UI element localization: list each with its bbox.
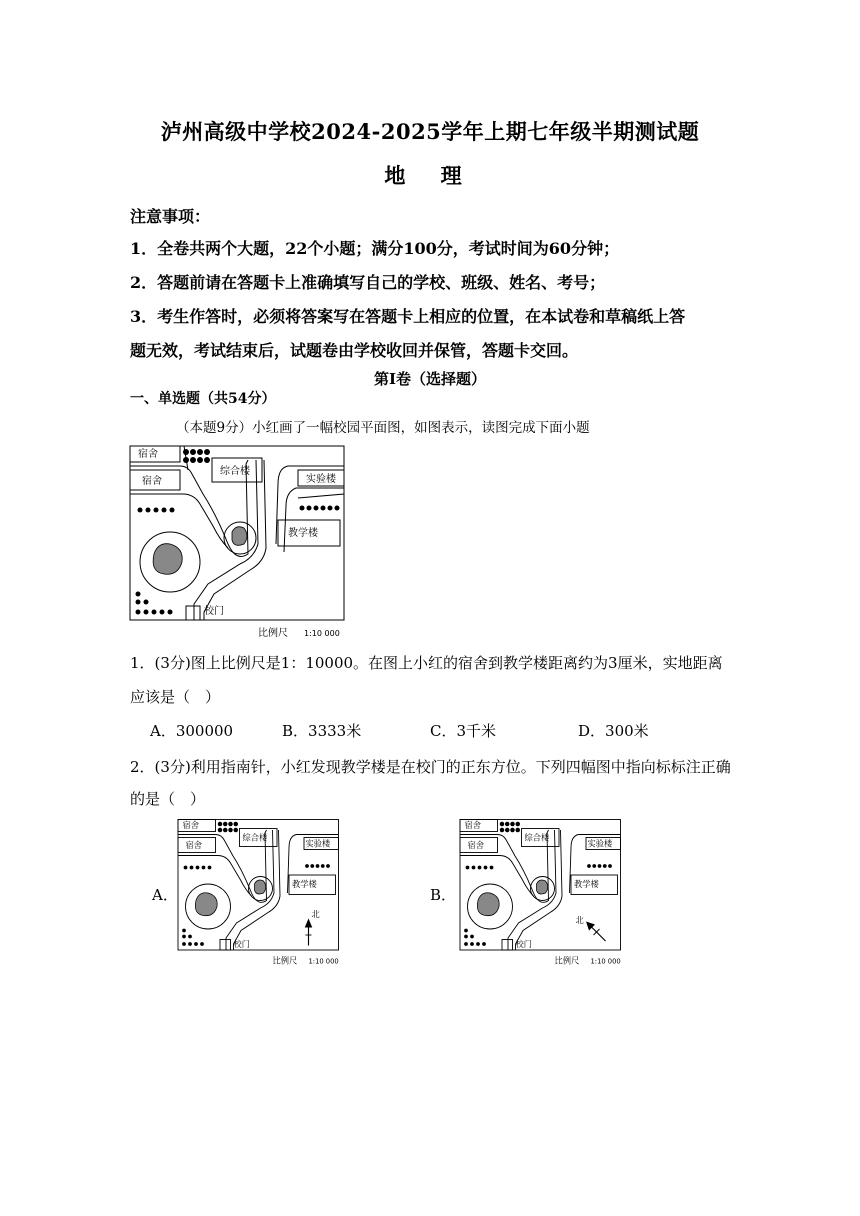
a-gate-label: 校门 [233,939,250,949]
b-complex-label: 综合楼 [524,832,550,843]
north-arrow-diagonal-icon [586,922,606,942]
map-gate-label: 校门 [204,606,224,617]
q1-stem-line1: 1．(3分)图上比例尺是1：10000。在图上小红的宿舍到教学楼距离约为3厘米，实地距离 [130,654,723,672]
a-dorm2-label: 宿舍 [185,840,202,850]
option-a-map [176,818,342,968]
a-dorm1-label: 宿舍 [182,819,199,830]
q1-stem-line2: 应该是（ ） [130,688,221,706]
a-scale-value: 1:10 000 [308,957,339,966]
q1-option-c[interactable]: C．3千米 [430,722,497,740]
map-lab-label: 实验楼 [306,474,336,485]
q2-stem-line1: 2．(3分)利用指南针，小红发现教学楼是在校门的正东方位。下列四幅图中指向标标注正确 [130,758,731,776]
map-teaching-label: 教学楼 [288,528,318,539]
option-b-map [458,818,624,968]
a-north-label: 北 [311,909,320,919]
notice-heading: 注意事项： [130,207,211,226]
notice-item-3: 3．考生作答时，必须将答案写在答题卡上相应的位置，在本试卷和草稿纸上答 [130,307,686,326]
campus-map [128,444,348,644]
q1-option-b[interactable]: B．3333米 [282,722,362,740]
notice-item-3-cont: 题无效，考试结束后，试题卷由学校收回并保管，答题卡交回。 [130,341,579,360]
a-teaching-label: 教学楼 [292,879,317,889]
b-dorm2-label: 宿舍 [467,840,484,850]
notice-item-2: 2．答题前请在答题卡上准确填写自己的学校、班级、姓名、考号； [130,273,606,292]
b-lab-label: 实验楼 [587,838,613,849]
b-scale-label: 比例尺 [554,955,580,966]
map-dorm1-label: 宿舍 [138,449,158,460]
part-title: 一、单选题（共54分） [130,391,276,407]
q2-option-a[interactable]: A． [152,886,178,904]
b-gate-label: 校门 [515,939,532,949]
subject-title: 地 理 [384,163,476,188]
question-intro: （本题9分）小红画了一幅校园平面图，如图表示，读图完成下面小题 [176,420,590,436]
b-north-label: 北 [575,915,584,925]
b-scale-value: 1:10 000 [590,957,621,966]
map-complex-label: 综合楼 [220,466,250,477]
notice-item-1: 1．全卷共两个大题，22个小题；满分100分，考试时间为60分钟； [130,239,620,258]
q2-stem-line2: 的是（ ） [130,790,206,808]
volume-title: 第Ⅰ卷（选择题） [373,370,487,388]
b-dorm1-label: 宿舍 [464,819,481,830]
a-complex-label: 综合楼 [242,832,268,843]
north-arrow-up-icon [305,919,313,946]
a-lab-label: 实验楼 [305,838,331,849]
q1-option-a[interactable]: A．300000 [150,722,234,740]
a-scale-label: 比例尺 [272,955,298,966]
q1-option-d[interactable]: D．300米 [578,722,649,740]
map-scale-value: 1:10 000 [304,629,340,638]
map-scale-label: 比例尺 [258,628,288,639]
b-teaching-label: 教学楼 [574,879,599,889]
map-dorm2-label: 宿舍 [142,476,162,487]
exam-title: 泸州高级中学校2024-2025学年上期七年级半期测试题 [160,119,700,144]
q2-option-b[interactable]: B． [430,886,457,904]
